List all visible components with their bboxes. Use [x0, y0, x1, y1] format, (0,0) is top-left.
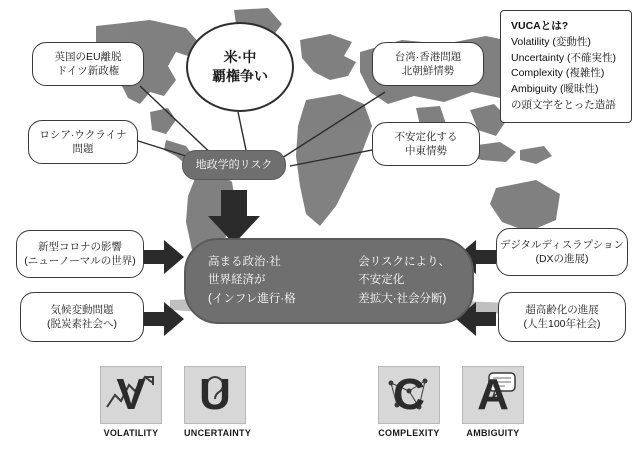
uncertainty-label: UNCERTAINTY: [184, 428, 252, 438]
node-line: 問題: [72, 143, 94, 155]
letter-v: V: [116, 370, 146, 419]
node-line: (インフレ進行·格: [208, 292, 296, 305]
node-climate-change[interactable]: [20, 292, 144, 342]
legend-line: の頭文字をとった造語: [511, 98, 616, 111]
ambiguity-label: AMBIGUITY: [466, 428, 520, 438]
node-line: 台湾·香港問題: [394, 50, 462, 63]
node-line: 米·中: [223, 49, 257, 66]
vuca-uncertainty: [184, 366, 251, 438]
node-line: 差拡大·社会分断): [358, 292, 447, 305]
node-line: ロシア·ウクライナ: [39, 128, 127, 141]
node-middle-east[interactable]: [372, 122, 480, 166]
node-uk-eu-germany[interactable]: [32, 42, 144, 86]
node-taiwan-hk-northkorea[interactable]: [372, 42, 484, 86]
node-line: 高まる政治·社: [208, 255, 281, 268]
legend-line: Complexity (複雑性): [511, 67, 605, 80]
node-line: 中東情勢: [405, 145, 447, 157]
node-covid-impact[interactable]: [16, 230, 144, 278]
node-line: 気候変動問題: [50, 303, 114, 316]
node-line: (脱炭素社会へ): [47, 318, 117, 330]
node-line: 不安定化: [358, 274, 405, 287]
letter-c: C: [393, 370, 425, 419]
node-line: 新型コロナの影響: [38, 240, 122, 253]
node-line: (人生100年社会): [523, 318, 601, 330]
node-line: 不安定化する: [394, 130, 458, 143]
node-line: 世界経済が: [208, 274, 266, 287]
node-aging-society[interactable]: [498, 292, 626, 342]
node-line: 会リスクにより、: [358, 255, 450, 268]
center-right-column: [358, 255, 450, 308]
uncertainty-tile: [184, 366, 246, 424]
letter-a: A: [477, 370, 509, 419]
vuca-volatility: [100, 366, 162, 438]
vuca-ambiguity: [462, 366, 524, 438]
node-line: 覇権争い: [212, 68, 268, 84]
node-line: (DXの進展): [535, 253, 589, 265]
node-line: 地政学的リスク: [195, 158, 273, 171]
legend-line: Ambiguity (曖昧性): [511, 83, 599, 95]
node-line: 北朝鮮情勢: [401, 65, 455, 77]
legend-line: Volatility (変動性): [511, 35, 591, 48]
node-line: ドイツ新政権: [56, 65, 120, 77]
vuca-complexity: [378, 366, 440, 438]
letter-u: U: [199, 370, 231, 419]
legend-title: VUCAとは?: [511, 20, 569, 32]
node-line: 英国のEU離脱: [54, 50, 122, 63]
center-left-column: [208, 255, 296, 308]
node-geopolitical-risk-hub[interactable]: [182, 150, 286, 180]
left-arrows: [144, 240, 184, 336]
node-line: (ニューノーマルの世界): [24, 255, 136, 267]
node-us-china-hegemony[interactable]: [186, 22, 294, 112]
legend-line: Uncertainty (不確実性): [511, 51, 617, 64]
complexity-label: COMPLEXITY: [378, 428, 440, 438]
node-russia-ukraine[interactable]: [28, 120, 138, 164]
complexity-tile: [378, 366, 440, 424]
node-line: デジタルディスラプション: [500, 238, 624, 251]
node-line: 超高齢化の進展: [525, 303, 599, 316]
vuca-legend: [500, 10, 632, 123]
volatility-label: VOLATILITY: [103, 428, 159, 438]
node-center-summary[interactable]: [184, 238, 474, 324]
volatility-tile: [100, 366, 162, 424]
ambiguity-tile: [462, 366, 524, 424]
node-digital-disruption[interactable]: [496, 228, 628, 276]
